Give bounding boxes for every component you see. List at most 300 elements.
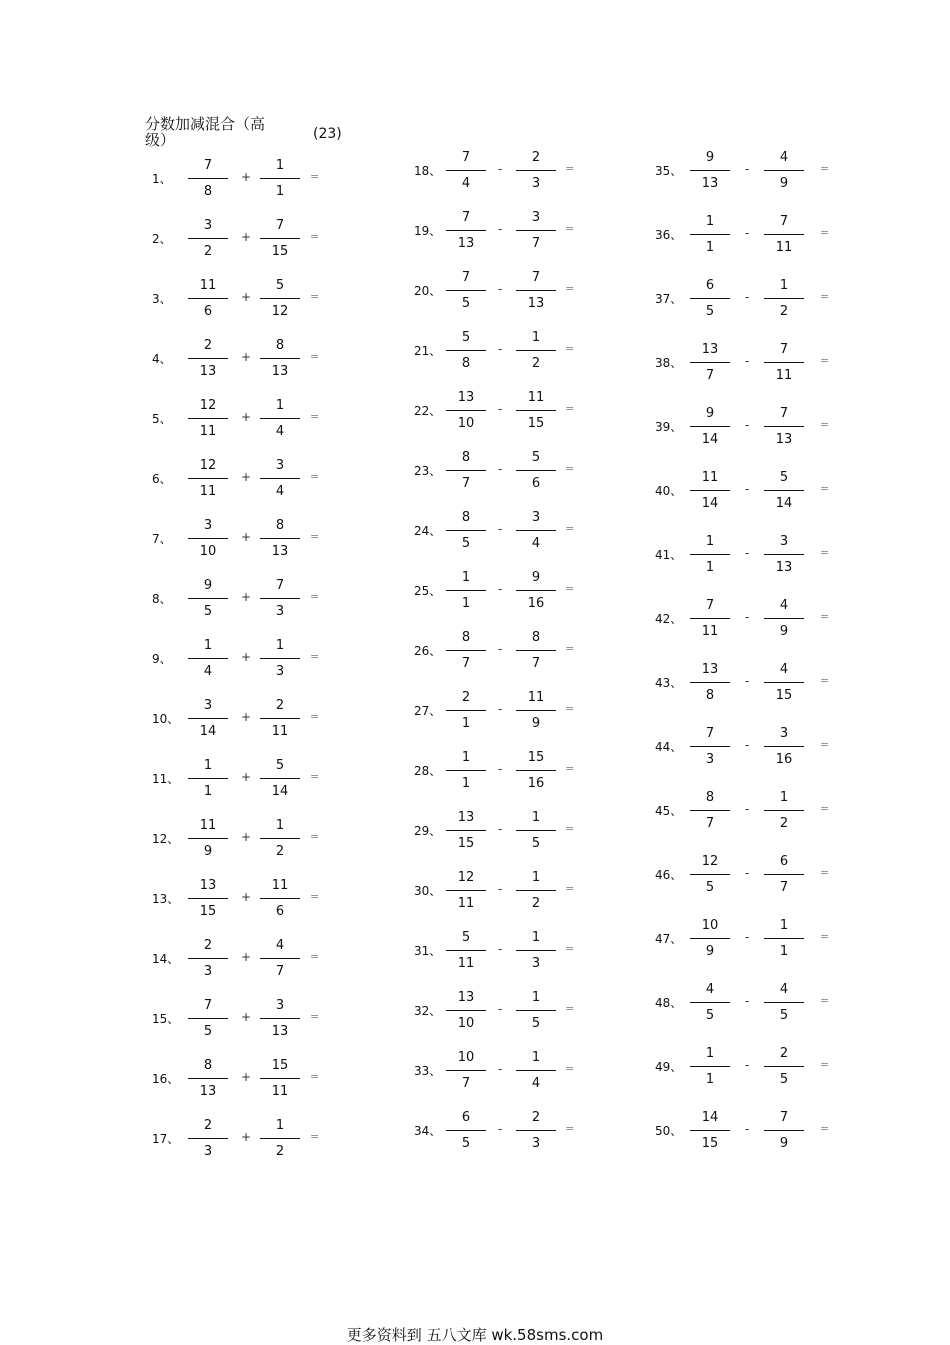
equals-sign: = (310, 1010, 320, 1023)
operator-sign: - (745, 482, 750, 496)
equals-sign: = (565, 1002, 575, 1015)
operator-sign: - (498, 762, 503, 776)
fraction (690, 342, 730, 384)
denominator: 11 (701, 624, 719, 639)
fraction (260, 758, 300, 800)
problem-number: 38、 (655, 356, 683, 370)
problem-number: 33、 (414, 1064, 442, 1078)
fraction-bar (446, 530, 486, 531)
equals-sign: = (820, 994, 830, 1007)
fraction-bar (516, 830, 556, 831)
fraction-bar (690, 170, 730, 171)
fraction-bar (188, 898, 228, 899)
denominator: 5 (203, 604, 213, 619)
fraction (260, 458, 300, 500)
denominator: 9 (779, 176, 789, 191)
operator-sign: + (241, 350, 252, 364)
numerator: 13 (457, 810, 475, 825)
fraction (690, 854, 730, 896)
fraction (188, 998, 228, 1040)
fraction (690, 1110, 730, 1152)
numerator: 3 (779, 726, 789, 741)
denominator: 2 (203, 244, 213, 259)
fraction (260, 158, 300, 200)
fraction-bar (690, 874, 730, 875)
fraction-bar (516, 590, 556, 591)
denominator: 14 (775, 496, 793, 511)
fraction-bar (764, 1002, 804, 1003)
fraction (764, 790, 804, 832)
problem-number: 21、 (414, 344, 442, 358)
operator-sign: - (745, 162, 750, 176)
denominator: 13 (271, 364, 289, 379)
denominator: 13 (775, 560, 793, 575)
fraction-bar (516, 230, 556, 231)
operator-sign: - (745, 866, 750, 880)
fraction (516, 270, 556, 312)
equals-sign: = (820, 546, 830, 559)
fraction-bar (260, 358, 300, 359)
operator-sign: + (241, 890, 252, 904)
denominator: 14 (271, 784, 289, 799)
fraction-bar (188, 298, 228, 299)
equals-sign: = (565, 282, 575, 295)
numerator: 1 (275, 818, 285, 833)
fraction (516, 510, 556, 552)
fraction (690, 470, 730, 512)
denominator: 14 (701, 496, 719, 511)
fraction (690, 278, 730, 320)
denominator: 9 (779, 1136, 789, 1151)
equals-sign: = (565, 822, 575, 835)
numerator: 5 (461, 330, 471, 345)
equals-sign: = (565, 642, 575, 655)
operator-sign: - (745, 802, 750, 816)
numerator: 1 (275, 158, 285, 173)
equals-sign: = (820, 290, 830, 303)
footer-text: 更多资料到 五八文库 wk.58sms.com (346, 1326, 604, 1344)
fraction (188, 338, 228, 380)
numerator: 1 (275, 398, 285, 413)
fraction-bar (690, 810, 730, 811)
fraction (188, 698, 228, 740)
operator-sign: - (498, 1122, 503, 1136)
operator-sign: + (241, 1010, 252, 1024)
fraction (188, 1118, 228, 1160)
fraction-bar (764, 426, 804, 427)
operator-sign: - (498, 402, 503, 416)
fraction-bar (516, 710, 556, 711)
denominator: 14 (199, 724, 217, 739)
numerator: 11 (527, 690, 545, 705)
numerator: 6 (461, 1110, 471, 1125)
denominator: 3 (203, 964, 213, 979)
equals-sign: = (310, 350, 320, 363)
operator-sign: - (745, 290, 750, 304)
problem-number: 7、 (152, 532, 172, 546)
denominator: 10 (457, 1016, 475, 1031)
fraction-bar (260, 1138, 300, 1139)
problem-number: 6、 (152, 472, 172, 486)
numerator: 11 (199, 278, 217, 293)
numerator: 2 (531, 150, 541, 165)
numerator: 4 (705, 982, 715, 997)
equals-sign: = (820, 930, 830, 943)
fraction (764, 214, 804, 256)
problem-number: 1、 (152, 172, 172, 186)
equals-sign: = (310, 830, 320, 843)
operator-sign: + (241, 710, 252, 724)
fraction (516, 630, 556, 672)
denominator: 8 (461, 356, 471, 371)
problem-number: 50、 (655, 1124, 683, 1138)
fraction (516, 990, 556, 1032)
numerator: 2 (275, 698, 285, 713)
operator-sign: - (498, 462, 503, 476)
denominator: 7 (461, 476, 471, 491)
equals-sign: = (565, 462, 575, 475)
problem-number: 49、 (655, 1060, 683, 1074)
numerator: 1 (531, 330, 541, 345)
denominator: 4 (275, 424, 285, 439)
denominator: 15 (775, 688, 793, 703)
problem-number: 45、 (655, 804, 683, 818)
fraction (690, 406, 730, 448)
numerator: 7 (705, 726, 715, 741)
fraction-bar (516, 470, 556, 471)
denominator: 3 (531, 956, 541, 971)
numerator: 8 (203, 1058, 213, 1073)
fraction-bar (260, 598, 300, 599)
numerator: 1 (531, 930, 541, 945)
denominator: 6 (531, 476, 541, 491)
denominator: 14 (701, 432, 719, 447)
numerator: 9 (203, 578, 213, 593)
equals-sign: = (565, 222, 575, 235)
numerator: 7 (779, 342, 789, 357)
operator-sign: - (498, 1002, 503, 1016)
fraction (446, 810, 486, 852)
fraction (516, 750, 556, 792)
numerator: 7 (203, 998, 213, 1013)
equals-sign: = (310, 770, 320, 783)
equals-sign: = (820, 418, 830, 431)
denominator: 5 (705, 1008, 715, 1023)
equals-sign: = (565, 522, 575, 535)
operator-sign: - (498, 822, 503, 836)
fraction-bar (260, 898, 300, 899)
numerator: 1 (779, 278, 789, 293)
denominator: 1 (705, 1072, 715, 1087)
fraction (516, 390, 556, 432)
fraction-bar (516, 170, 556, 171)
fraction-bar (188, 958, 228, 959)
fraction (188, 938, 228, 980)
operator-sign: + (241, 1070, 252, 1084)
equals-sign: = (565, 942, 575, 955)
fraction-bar (446, 1010, 486, 1011)
denominator: 3 (275, 664, 285, 679)
equals-sign: = (310, 230, 320, 243)
fraction (764, 150, 804, 192)
fraction (188, 218, 228, 260)
equals-sign: = (820, 802, 830, 815)
denominator: 7 (531, 236, 541, 251)
fraction-bar (188, 358, 228, 359)
denominator: 15 (199, 904, 217, 919)
problem-number: 23、 (414, 464, 442, 478)
fraction-bar (764, 490, 804, 491)
fraction-bar (690, 554, 730, 555)
fraction (446, 1110, 486, 1152)
fraction-bar (188, 238, 228, 239)
fraction (764, 662, 804, 704)
problem-number: 35、 (655, 164, 683, 178)
denominator: 7 (461, 1076, 471, 1091)
problem-number: 4、 (152, 352, 172, 366)
fraction-bar (446, 410, 486, 411)
operator-sign: + (241, 410, 252, 424)
numerator: 1 (779, 918, 789, 933)
numerator: 9 (705, 150, 715, 165)
equals-sign: = (820, 866, 830, 879)
equals-sign: = (820, 1058, 830, 1071)
denominator: 7 (275, 964, 285, 979)
fraction-bar (764, 170, 804, 171)
denominator: 7 (705, 368, 715, 383)
fraction-bar (516, 770, 556, 771)
fraction (446, 510, 486, 552)
denominator: 9 (531, 716, 541, 731)
numerator: 2 (203, 938, 213, 953)
problem-number: 18、 (414, 164, 442, 178)
denominator: 5 (705, 304, 715, 319)
denominator: 1 (275, 184, 285, 199)
page-title: 分数加减混合（高级） (145, 115, 266, 149)
fraction-bar (516, 1130, 556, 1131)
operator-sign: - (745, 1058, 750, 1072)
fraction-bar (764, 1066, 804, 1067)
fraction-bar (188, 1138, 228, 1139)
equals-sign: = (310, 590, 320, 603)
fraction (690, 1046, 730, 1088)
fraction (446, 570, 486, 612)
fraction (690, 662, 730, 704)
problem-number: 22、 (414, 404, 442, 418)
fraction-bar (764, 874, 804, 875)
fraction (260, 518, 300, 560)
fraction (188, 398, 228, 440)
fraction (188, 278, 228, 320)
problem-number: 26、 (414, 644, 442, 658)
denominator: 4 (461, 176, 471, 191)
numerator: 1 (275, 1118, 285, 1133)
fraction (516, 330, 556, 372)
denominator: 5 (531, 1016, 541, 1031)
numerator: 1 (705, 534, 715, 549)
denominator: 3 (705, 752, 715, 767)
fraction (516, 450, 556, 492)
problem-number: 24、 (414, 524, 442, 538)
numerator: 7 (779, 1110, 789, 1125)
numerator: 2 (461, 690, 471, 705)
operator-sign: - (745, 674, 750, 688)
problem-number: 3、 (152, 292, 172, 306)
numerator: 7 (275, 218, 285, 233)
fraction-bar (764, 298, 804, 299)
numerator: 4 (779, 662, 789, 677)
equals-sign: = (565, 342, 575, 355)
operator-sign: - (745, 930, 750, 944)
fraction-bar (188, 538, 228, 539)
fraction (690, 982, 730, 1024)
fraction (188, 818, 228, 860)
fraction-bar (446, 290, 486, 291)
problem-number: 34、 (414, 1124, 442, 1138)
fraction-bar (260, 778, 300, 779)
denominator: 10 (457, 416, 475, 431)
fraction-bar (188, 1078, 228, 1079)
fraction (260, 698, 300, 740)
operator-sign: - (498, 582, 503, 596)
fraction (260, 878, 300, 920)
operator-sign: - (745, 226, 750, 240)
denominator: 12 (271, 304, 289, 319)
fraction-bar (188, 778, 228, 779)
equals-sign: = (820, 354, 830, 367)
denominator: 1 (461, 596, 471, 611)
problem-number: 19、 (414, 224, 442, 238)
operator-sign: - (745, 994, 750, 1008)
fraction-bar (764, 746, 804, 747)
numerator: 7 (461, 150, 471, 165)
fraction-bar (260, 1078, 300, 1079)
numerator: 5 (461, 930, 471, 945)
fraction (446, 690, 486, 732)
problem-number: 30、 (414, 884, 442, 898)
fraction (516, 1110, 556, 1152)
fraction-bar (690, 938, 730, 939)
fraction (516, 1050, 556, 1092)
problem-number: 46、 (655, 868, 683, 882)
fraction (764, 406, 804, 448)
fraction (446, 450, 486, 492)
equals-sign: = (310, 170, 320, 183)
fraction (690, 598, 730, 640)
denominator: 5 (705, 880, 715, 895)
fraction (260, 1058, 300, 1100)
problem-number: 10、 (152, 712, 180, 726)
denominator: 1 (203, 784, 213, 799)
operator-sign: - (498, 222, 503, 236)
denominator: 15 (701, 1136, 719, 1151)
denominator: 7 (779, 880, 789, 895)
denominator: 2 (779, 816, 789, 831)
equals-sign: = (310, 1130, 320, 1143)
equals-sign: = (820, 610, 830, 623)
operator-sign: - (498, 522, 503, 536)
numerator: 2 (203, 1118, 213, 1133)
denominator: 13 (527, 296, 545, 311)
problem-number: 42、 (655, 612, 683, 626)
operator-sign: - (498, 702, 503, 716)
numerator: 7 (779, 406, 789, 421)
numerator: 1 (531, 990, 541, 1005)
numerator: 8 (275, 338, 285, 353)
fraction-bar (446, 770, 486, 771)
fraction (188, 518, 228, 560)
denominator: 13 (271, 544, 289, 559)
numerator: 2 (779, 1046, 789, 1061)
fraction-bar (516, 530, 556, 531)
operator-sign: - (498, 942, 503, 956)
operator-sign: - (745, 546, 750, 560)
equals-sign: = (565, 1062, 575, 1075)
numerator: 1 (531, 1050, 541, 1065)
fraction-bar (260, 718, 300, 719)
fraction-bar (188, 478, 228, 479)
fraction-bar (446, 470, 486, 471)
numerator: 3 (275, 998, 285, 1013)
fraction (690, 150, 730, 192)
fraction-bar (260, 418, 300, 419)
numerator: 4 (779, 982, 789, 997)
fraction-bar (446, 650, 486, 651)
equals-sign: = (820, 482, 830, 495)
equals-sign: = (310, 950, 320, 963)
fraction (446, 630, 486, 672)
denominator: 8 (705, 688, 715, 703)
numerator: 1 (531, 810, 541, 825)
denominator: 11 (457, 896, 475, 911)
fraction (516, 690, 556, 732)
denominator: 16 (527, 776, 545, 791)
numerator: 12 (701, 854, 719, 869)
fraction (764, 982, 804, 1024)
fraction (690, 790, 730, 832)
fraction-bar (260, 658, 300, 659)
fraction-bar (516, 650, 556, 651)
denominator: 2 (779, 304, 789, 319)
problem-number: 2、 (152, 232, 172, 246)
numerator: 4 (779, 598, 789, 613)
fraction (764, 918, 804, 960)
numerator: 11 (271, 878, 289, 893)
numerator: 10 (701, 918, 719, 933)
problem-number: 11、 (152, 772, 180, 786)
problem-number: 37、 (655, 292, 683, 306)
denominator: 11 (199, 484, 217, 499)
numerator: 1 (705, 1046, 715, 1061)
denominator: 6 (203, 304, 213, 319)
denominator: 10 (199, 544, 217, 559)
fraction-bar (690, 362, 730, 363)
fraction-bar (260, 238, 300, 239)
denominator: 5 (461, 296, 471, 311)
fraction-bar (260, 178, 300, 179)
problem-number: 32、 (414, 1004, 442, 1018)
equals-sign: = (310, 470, 320, 483)
numerator: 1 (531, 870, 541, 885)
denominator: 6 (275, 904, 285, 919)
operator-sign: + (241, 290, 252, 304)
denominator: 11 (775, 368, 793, 383)
fraction (260, 998, 300, 1040)
fraction (446, 870, 486, 912)
numerator: 1 (275, 638, 285, 653)
denominator: 15 (457, 836, 475, 851)
problem-number: 43、 (655, 676, 683, 690)
